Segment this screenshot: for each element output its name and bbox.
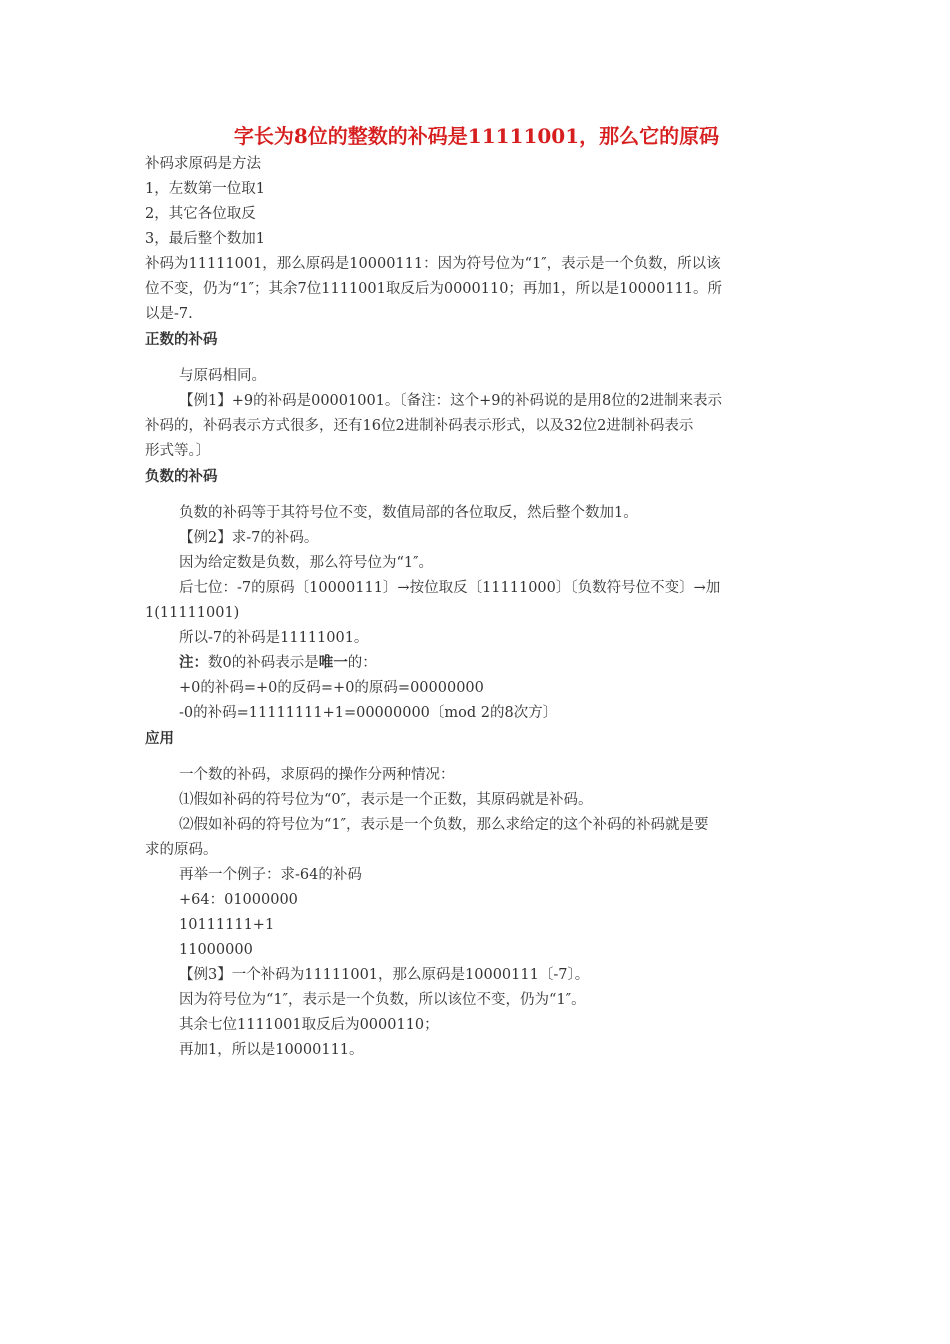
paragraph-line: 后七位：-7的原码〔10000111〕→按位取反〔11111000〕〔负数符号位不变〕→加 — [179, 580, 721, 596]
note-line — [145, 651, 810, 676]
paragraph-line: 1(11111001) — [145, 605, 240, 621]
intro-line: 以是-7. — [145, 306, 193, 322]
paragraph-line: 形式等。〕 — [145, 443, 211, 459]
paragraph-line: 因为给定数是负数，那么符号位为“1″。 — [179, 555, 434, 571]
section-heading-negative: 负数的补码 — [145, 469, 218, 485]
paragraph-line: 负数的补码等于其符号位不变，数值局部的各位取反，然后整个数加1。 — [179, 505, 638, 521]
section-heading-application: 应用 — [145, 731, 174, 747]
intro-line: 1，左数第一位取1 — [145, 181, 265, 197]
intro-line: 补码求原码是方法 — [145, 156, 261, 172]
paragraph-line: 补码的，补码表示方式很多，还有16位2进制补码表示形式，以及32位2进制补码表示 — [145, 418, 694, 434]
intro-line: 补码为11111001，那么原码是10000111：因为符号位为“1″，表示是一个负数，所以该 — [145, 256, 721, 272]
paragraph-line: 因为符号位为“1″，表示是一个负数，所以该位不变，仍为“1″。 — [179, 992, 586, 1008]
paragraph-line: 再举一个例子：求-64的补码 — [179, 867, 362, 883]
paragraph-line: +64：01000000 — [179, 892, 298, 908]
paragraph-line: 一个数的补码，求原码的操作分两种情况： — [179, 767, 455, 783]
paragraph-line: ⑴假如补码的符号位为“0″，表示是一个正数，其原码就是补码。 — [179, 792, 593, 808]
paragraph-line: 与原码相同。 — [179, 368, 266, 384]
paragraph-line: 10111111+1 — [179, 917, 275, 933]
paragraph-line: 求的原码。 — [145, 842, 218, 858]
paragraph-line: 【例1】+9的补码是00001001。〔备注：这个+9的补码说的是用8位的2进制来表示 — [179, 393, 722, 409]
paragraph-line: 其余七位1111001取反后为0000110； — [179, 1017, 439, 1033]
note-text-end: 的： — [347, 655, 377, 671]
intro-line: 位不变，仍为“1″；其余7位1111001取反后为0000110；再加1，所以是10000111。所 — [145, 281, 722, 297]
document-page — [145, 120, 810, 1063]
note-line: -0的补码=11111111+1=00000000〔mod 2的8次方〕 — [179, 705, 558, 721]
paragraph-line: 再加1，所以是10000111。 — [179, 1042, 364, 1058]
intro-line: 3，最后整个数加1 — [145, 231, 265, 247]
note-emphasis: 唯一 — [318, 655, 348, 671]
paragraph-line: 【例2】求-7的补码。 — [179, 530, 319, 546]
paragraph-line: 11000000 — [179, 942, 253, 958]
paragraph-line: ⑵假如补码的符号位为“1″，表示是一个负数，那么求给定的这个补码的补码就是要 — [179, 817, 709, 833]
note-label: 注： — [179, 655, 208, 671]
paragraph-line: 所以-7的补码是11111001。 — [179, 630, 369, 646]
section-heading-positive: 正数的补码 — [145, 332, 218, 348]
document-title: 字长为8位的整数的补码是11111001，那么它的原码 — [233, 124, 720, 148]
note-line: +0的补码=+0的反码=+0的原码=00000000 — [179, 680, 484, 696]
paragraph-line: 【例3】一个补码为11111001，那么原码是10000111〔-7〕。 — [179, 967, 590, 983]
intro-line: 2，其它各位取反 — [145, 206, 256, 222]
note-text: 数0的补码表示是 — [208, 655, 319, 671]
